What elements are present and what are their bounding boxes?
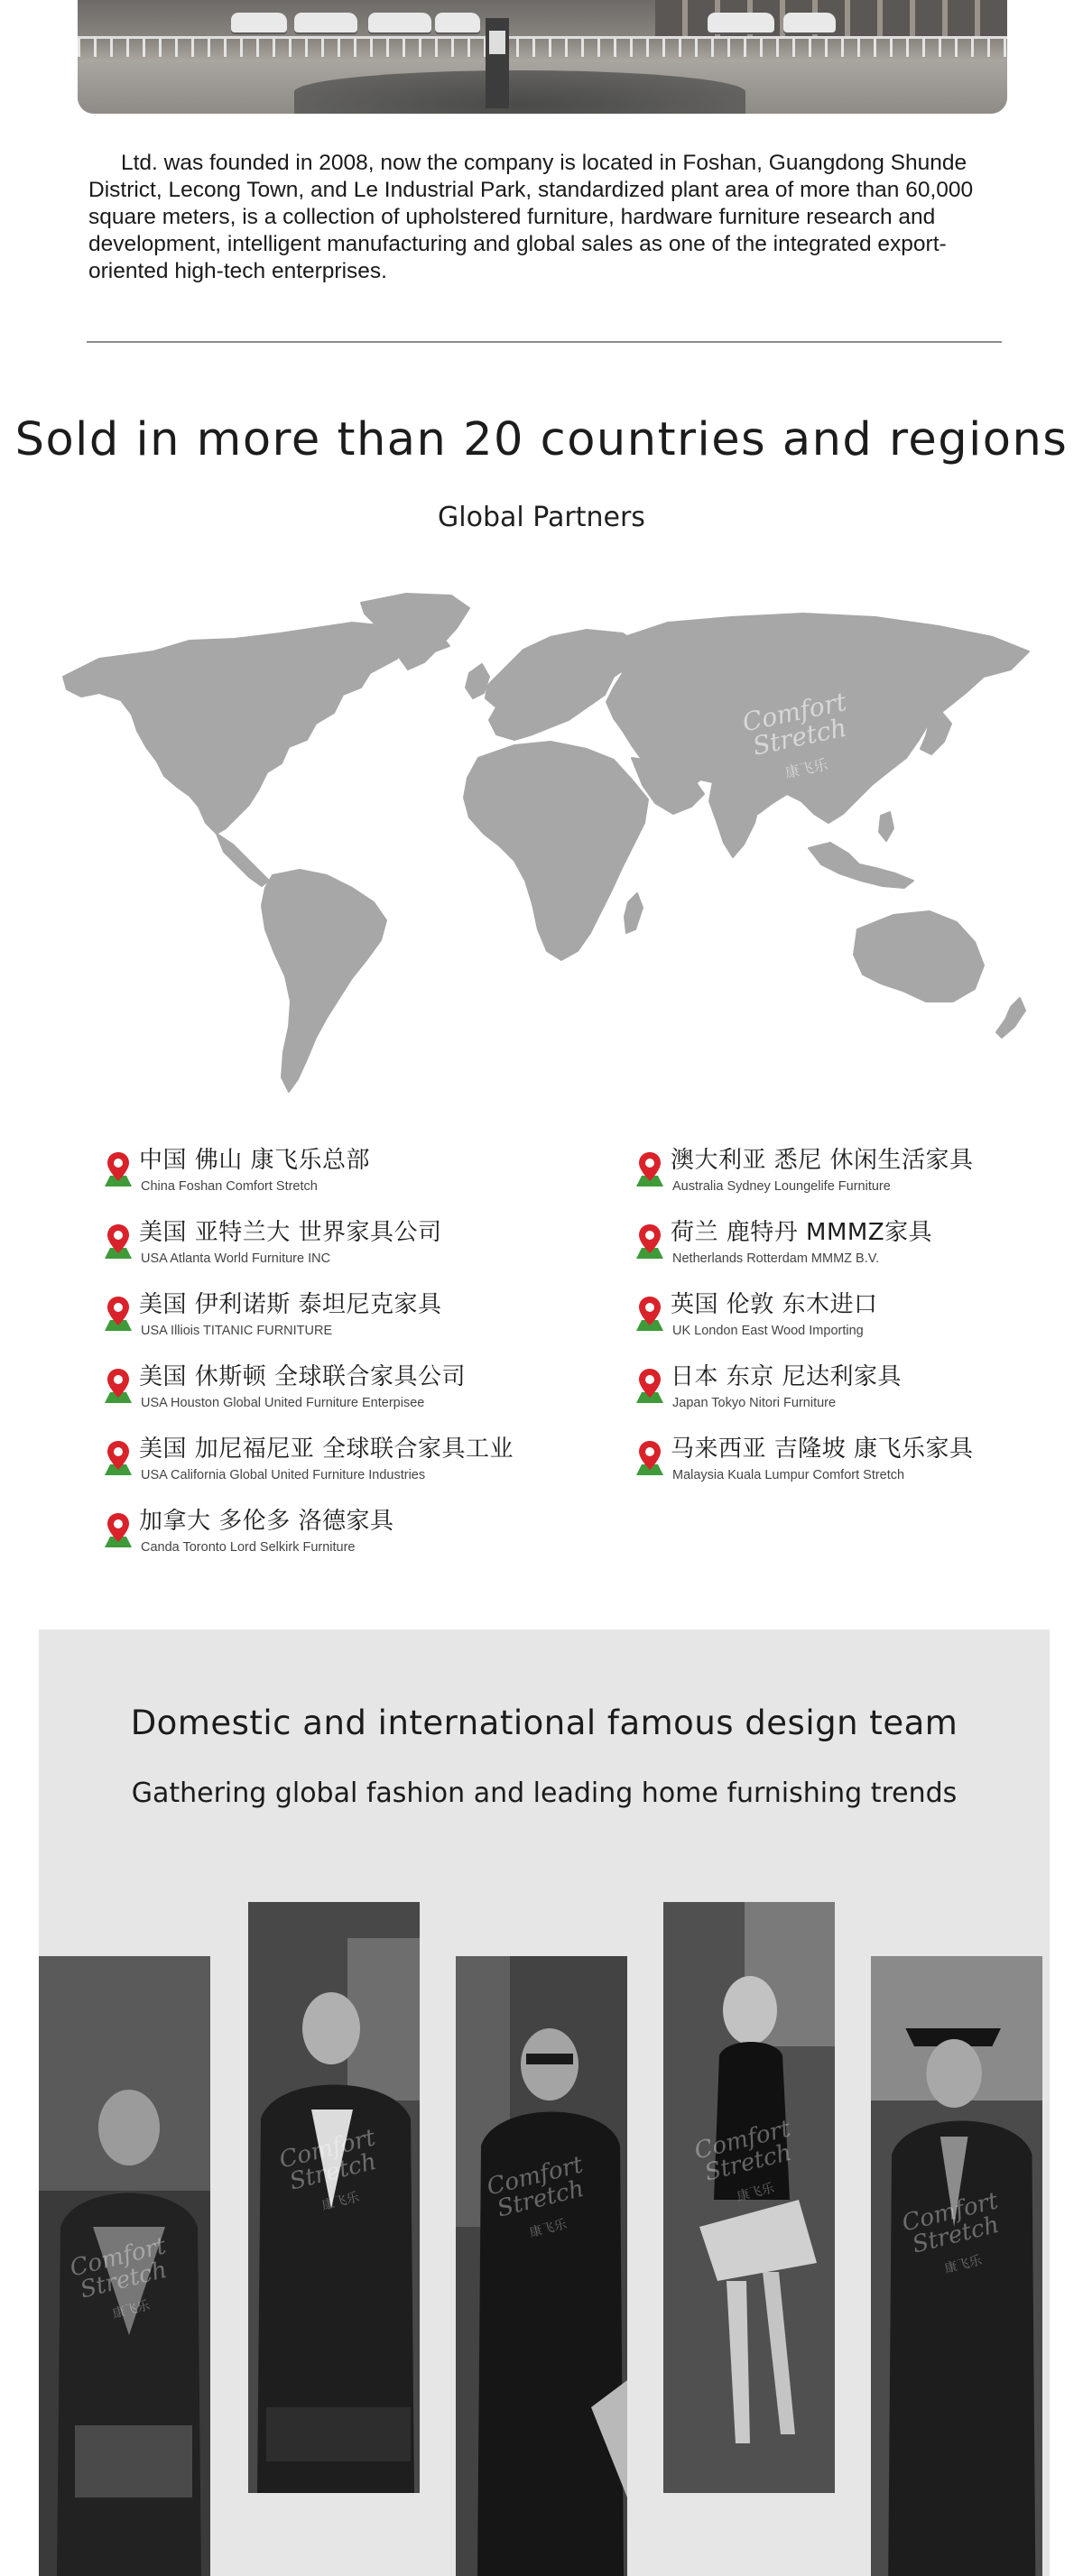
photo-watermark-cn: 康飞乐 — [319, 2190, 361, 2213]
location-name-en: USA Houston Global United Furniture Enterpisee — [141, 1396, 425, 1410]
photo-signpost — [486, 18, 509, 108]
location-name-en: Japan Tokyo Nitori Furniture — [672, 1396, 837, 1410]
location-name-zh: 澳大利亚 悉尼 休闲生活家具 — [671, 1147, 974, 1174]
designer-photo — [456, 1956, 627, 2576]
photo-watermark-cn: 康飞乐 — [527, 2217, 569, 2240]
world-map — [45, 586, 1047, 1101]
team-heading: Domestic and international famous design team — [130, 1703, 958, 1742]
continent-australia — [854, 911, 984, 1002]
map-pin-icon — [636, 1367, 663, 1403]
section-divider — [87, 341, 1002, 343]
designer-photo — [663, 1902, 835, 2493]
location-name-zh: 中国 佛山 康飞乐总部 — [139, 1147, 371, 1174]
map-pin-icon — [105, 1223, 132, 1259]
continent-philippines — [879, 812, 893, 841]
photo-watermark-script: Comfort Stretch — [484, 2151, 588, 2223]
location-name-en: Australia Sydney Loungelife Furniture — [672, 1179, 891, 1194]
partner-locations-list — [0, 1141, 1083, 1593]
location-name-en: USA Atlanta World Furniture INC — [141, 1251, 331, 1266]
countries-heading: Sold in more than 20 countries and regions — [14, 413, 1069, 466]
photo-car — [783, 13, 836, 32]
designer-photo — [871, 1956, 1042, 2576]
photo-car — [708, 13, 774, 32]
photo-watermark-cn: 康飞乐 — [110, 2298, 152, 2322]
location-name-en: UK London East Wood Importing — [672, 1324, 864, 1338]
photo-car — [231, 13, 287, 32]
design-team-section — [39, 1630, 1050, 2576]
continent-south-america — [262, 870, 386, 1092]
map-pin-icon — [105, 1367, 132, 1403]
location-name-zh: 美国 亚特兰大 世界家具公司 — [139, 1219, 442, 1246]
location-name-zh: 加拿大 多伦多 洛德家具 — [139, 1508, 394, 1535]
company-intro-paragraph: Ltd. was founded in 2008, now the company is located in Foshan, Guangdong Shunde District, Lecong Town, and Le Industrial Park, standardized plant area of more than 60,000 square meters, is a collection of upholstered furniture, hardware furniture research and development, intelligent manufacturing and global sales as one of the integrated export-oriented high-tech enterprises. — [88, 151, 974, 283]
photo-hedge — [294, 70, 745, 114]
location-name-en: Netherlands Rotterdam MMMZ B.V. — [672, 1251, 880, 1266]
designer-photo-image — [456, 1956, 627, 2576]
company-building-photo — [78, 0, 1007, 114]
map-pin-icon — [636, 1150, 663, 1186]
photo-watermark-script: Comfort Stretch — [691, 2115, 795, 2187]
map-pin-icon — [105, 1439, 132, 1475]
map-pin-icon — [105, 1150, 132, 1186]
designer-photo — [39, 1956, 210, 2576]
map-pin-icon — [105, 1511, 132, 1547]
location-name-en: USA California Global United Furniture Industries — [141, 1468, 426, 1482]
location-name-zh: 美国 加尼福尼亚 全球联合家具工业 — [139, 1436, 514, 1463]
continent-africa — [464, 742, 648, 960]
location-name-en: Malaysia Kuala Lumpur Comfort Stretch — [672, 1468, 905, 1482]
continent-southeast-asia — [809, 843, 913, 888]
continent-north-america — [63, 623, 406, 834]
map-pin-icon — [636, 1295, 663, 1331]
photo-watermark-cn: 康飞乐 — [942, 2253, 984, 2276]
location-name-zh: 马来西亚 吉隆坡 康飞乐家具 — [671, 1436, 974, 1463]
location-name-zh: 美国 休斯顿 全球联合家具公司 — [139, 1363, 467, 1390]
location-name-zh: 荷兰 鹿特丹 MMMZ家具 — [671, 1219, 933, 1246]
partners-subheading: Global Partners — [438, 502, 645, 533]
photo-watermark-script: Comfort Stretch — [899, 2187, 1003, 2259]
location-name-en: Canda Toronto Lord Selkirk Furniture — [141, 1540, 356, 1555]
designer-photo — [248, 1902, 420, 2493]
continent-central-america — [217, 834, 269, 886]
photo-car — [294, 13, 357, 32]
map-pin-icon — [105, 1295, 132, 1331]
photo-car — [368, 13, 431, 32]
continent-new-zealand — [996, 998, 1025, 1038]
location-name-zh: 日本 东京 尼达利家具 — [671, 1363, 902, 1390]
map-watermark-script: Comfort Stretch — [739, 686, 850, 762]
team-subheading: Gathering global fashion and leading home furnishing trends — [131, 1777, 958, 1809]
location-name-en: China Foshan Comfort Stretch — [141, 1179, 318, 1194]
photo-fence — [78, 36, 1007, 57]
map-watermark-cn: 康飞乐 — [783, 755, 829, 782]
continent-madagascar — [625, 893, 643, 933]
map-pin-icon — [636, 1439, 663, 1475]
photo-watermark-script: Comfort Stretch — [276, 2124, 380, 2196]
location-name-zh: 英国 伦敦 东木进口 — [671, 1291, 878, 1318]
location-name-en: USA Illiois TITANIC FURNITURE — [141, 1324, 333, 1338]
photo-watermark-script: Comfort Stretch — [67, 2232, 171, 2304]
map-pin-icon — [636, 1223, 663, 1259]
location-name-zh: 美国 伊利诺斯 泰坦尼克家具 — [139, 1291, 442, 1318]
photo-car — [435, 13, 480, 32]
photo-watermark-cn: 康飞乐 — [735, 2181, 776, 2204]
